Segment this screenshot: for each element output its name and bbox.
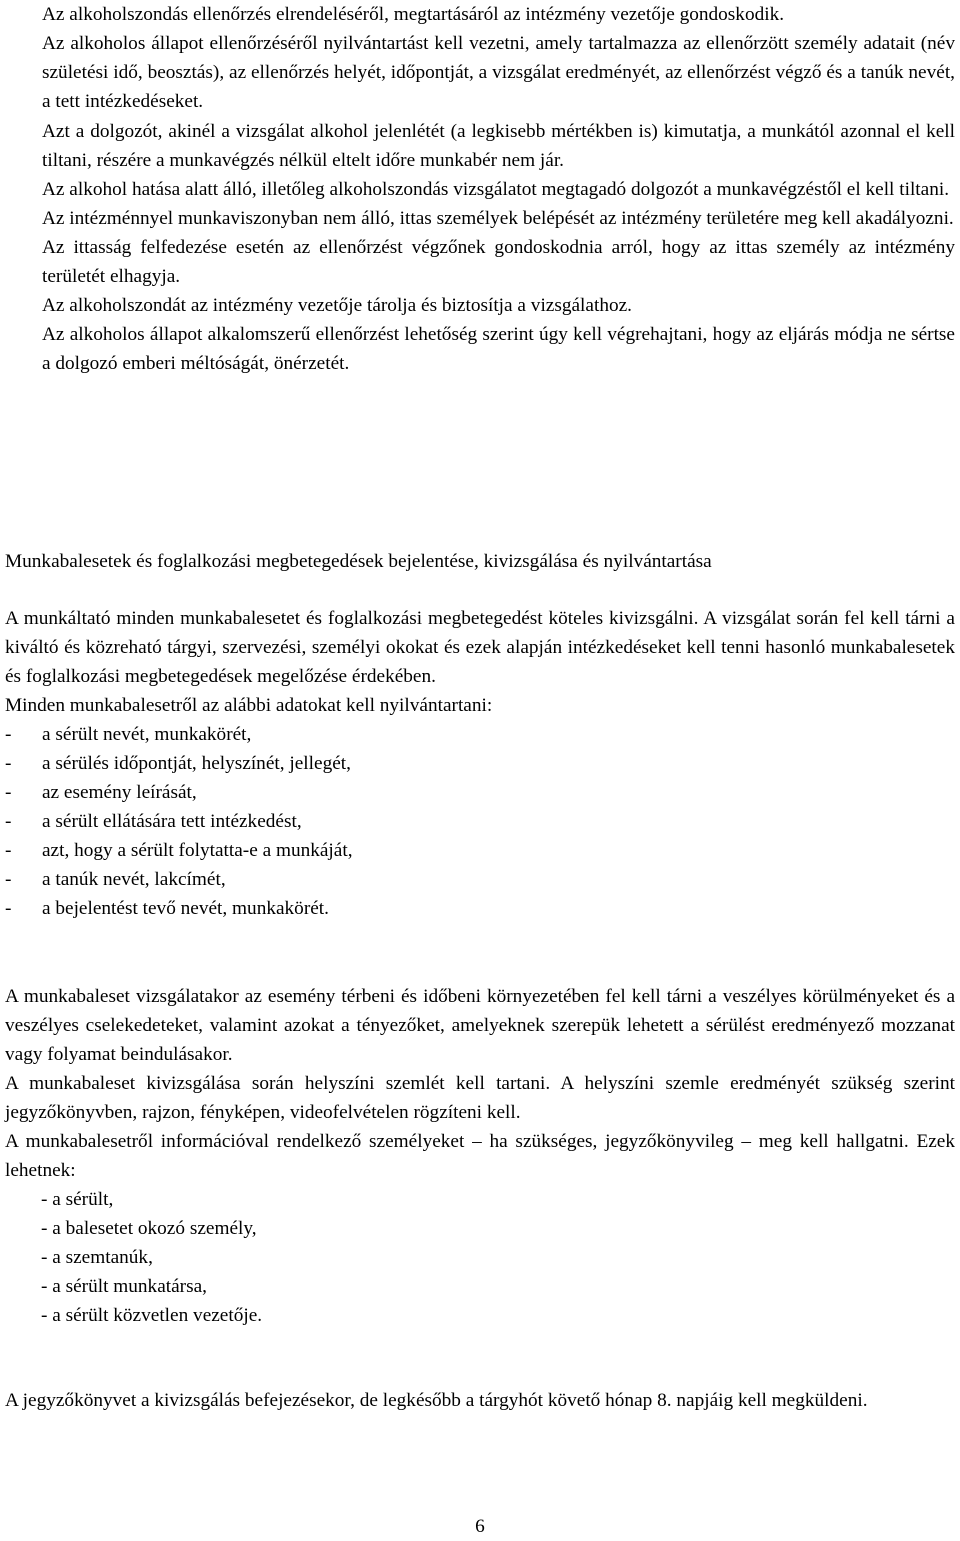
page-number: 6 (475, 1516, 485, 1537)
section-heading-block (5, 547, 955, 576)
paragraph: A munkáltató minden munkabalesetet és foglalkozási megbetegedést köteles kivizsgálni. A vizsgálat során fel kell tárni a kiváltó és közreható tárgyi, szervezési, személyi okokat és ezek alapján intézkedéseket kell tenni hasonló munkabalesetek és foglalkozási megbetegedések megelőzése érdekében. (5, 608, 955, 687)
list-item: - a sérült, (41, 1189, 114, 1210)
paragraph: Az ittasság felfedezése esetén az ellenőrzést végzőnek gondoskodnia arról, hogy az ittas személy az intézmény területét elhagyja. (42, 237, 955, 287)
paragraph: A jegyzőkönyvet a kivizsgálás befejezésekor, de legkésőbb a tárgyhót követő hónap 8. napjáig kell megküldeni. (5, 1390, 868, 1411)
list-item: - a szemtanúk, (41, 1247, 153, 1268)
records-lead: Minden munkabalesetről az alábbi adatokat kell nyilvántartani: (5, 695, 493, 716)
alcohol-section (42, 0, 955, 378)
accident-investigation (5, 982, 955, 1330)
list-item: - a sérülés időpontját, helyszínét, jellegét, (5, 753, 351, 774)
paragraph: Az alkohol hatása alatt álló, illetőleg alkoholszondás vizsgálatot megtagadó dolgozót a munkavégzéstől el kell tiltani. (42, 179, 950, 200)
paragraph: Az alkoholszondás ellenőrzés elrendeléséről, megtartásáról az intézmény vezetője gondoskodik. (42, 4, 785, 25)
list-item: - a sérült ellátására tett intézkedést, (5, 811, 302, 832)
list-item: - a sérült közvetlen vezetője. (41, 1305, 263, 1326)
list-item: - az esemény leírását, (5, 782, 197, 803)
paragraph: A munkabaleset kivizsgálása során helyszíni szemlét kell tartani. A helyszíni szemle eredményét szükség szerint jegyzőkönyvben, rajzon, fényképen, videofelvételen rögzíteni kell. (5, 1073, 955, 1123)
paragraph: Az intézménnyel munkaviszonyban nem álló, ittas személyek belépését az intézmény területére meg kell akadályozni. (42, 208, 954, 229)
list-item: - a sérült nevét, munkakörét, (5, 724, 252, 745)
paragraph: A munkabalesetről információval rendelkező személyeket – ha szükséges, jegyzőkönyvileg – meg kell hallgatni. Ezek lehetnek: (5, 1131, 955, 1181)
list-item: - a tanúk nevét, lakcímét, (5, 869, 226, 890)
accident-intro (5, 604, 955, 923)
paragraph: A munkabaleset vizsgálatakor az esemény térbeni és időbeni környezetében fel kell tárni a veszélyes körülményeket és a veszélyes cselekedeteket, valamint azokat a tényezőket, amelyeknek szerepük lehetett a sérülést eredményező mozzanat vagy folyamat beindulásakor. (5, 986, 955, 1065)
list-item: - a balesetet okozó személy, (41, 1218, 257, 1239)
records-list (5, 720, 955, 923)
paragraph: Az alkoholszondát az intézmény vezetője tárolja és biztosítja a vizsgálathoz. (42, 295, 632, 316)
list-item: - azt, hogy a sérült folytatta-e a munkáját, (5, 840, 353, 861)
paragraph: Az alkoholos állapot ellenőrzéséről nyilvántartást kell vezetni, amely tartalmazza az ellenőrzött személy adatait (név születési idő, beosztás), az ellenőrzés helyét, időpontját, a vizsgálat eredményét, az ellenőrzést végző és a tanúk nevét, a tett intézkedéseket. (42, 33, 955, 112)
deadline-block (5, 1386, 955, 1415)
witness-list (41, 1185, 955, 1330)
section-heading: Munkabalesetek és foglalkozási megbetegedések bejelentése, kivizsgálása és nyilvántartása (5, 551, 712, 572)
list-item: - a bejelentést tevő nevét, munkakörét. (5, 898, 329, 919)
list-item: - a sérült munkatársa, (41, 1276, 207, 1297)
paragraph: Azt a dolgozót, akinél a vizsgálat alkohol jelenlétét (a legkisebb mértékben is) kimutatja, a munkától azonnal el kell tiltani, részére a munkavégzés nélkül eltelt időre munkabér nem jár. (42, 121, 955, 171)
paragraph: Az alkoholos állapot alkalomszerű ellenőrzést lehetőség szerint úgy kell végrehajtani, hogy az eljárás módja ne sértse a dolgozó emberi méltóságát, önérzetét. (42, 324, 955, 374)
